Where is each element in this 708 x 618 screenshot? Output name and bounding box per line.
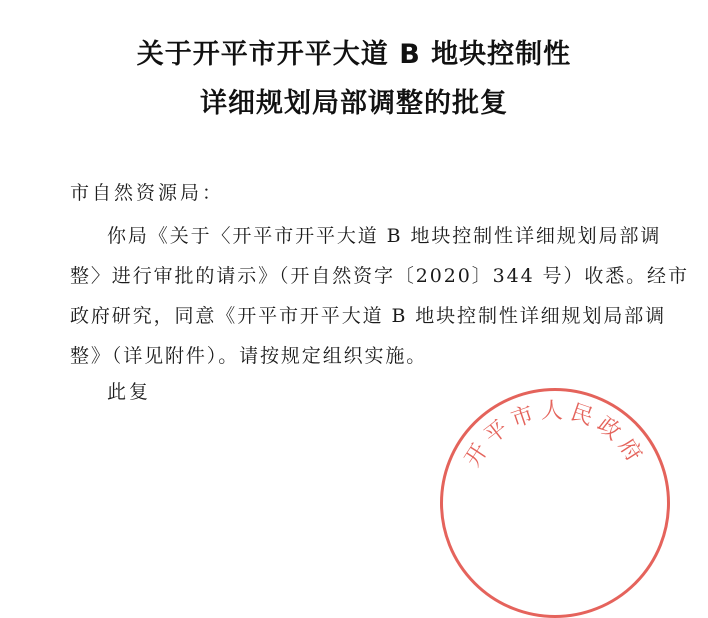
body-line: 整〉进行审批的请示》（开自然资字〔2020〕344 号）收悉。经市 [70,265,689,287]
document-title-line-1: 关于开平市开平大道 B 地块控制性 [136,39,572,70]
body-line: 整》（详见附件）。请按规定组织实施。 [70,345,428,367]
seal-graphic [440,388,670,618]
body-line: 政府研究，同意《开平市开平大道 B 地块控制性详细规划局部调 [70,305,667,327]
seal-text: 开平市人民政府 [460,399,650,472]
document-title-line-2: 详细规划局部调整的批复 [200,88,508,119]
official-seal [440,388,670,618]
body-line: 你局《关于〈开平市开平大道 B 地块控制性详细规划局部调 [107,225,662,247]
salutation: 市自然资源局： [70,182,225,204]
closing-text: 此复 [107,381,152,403]
